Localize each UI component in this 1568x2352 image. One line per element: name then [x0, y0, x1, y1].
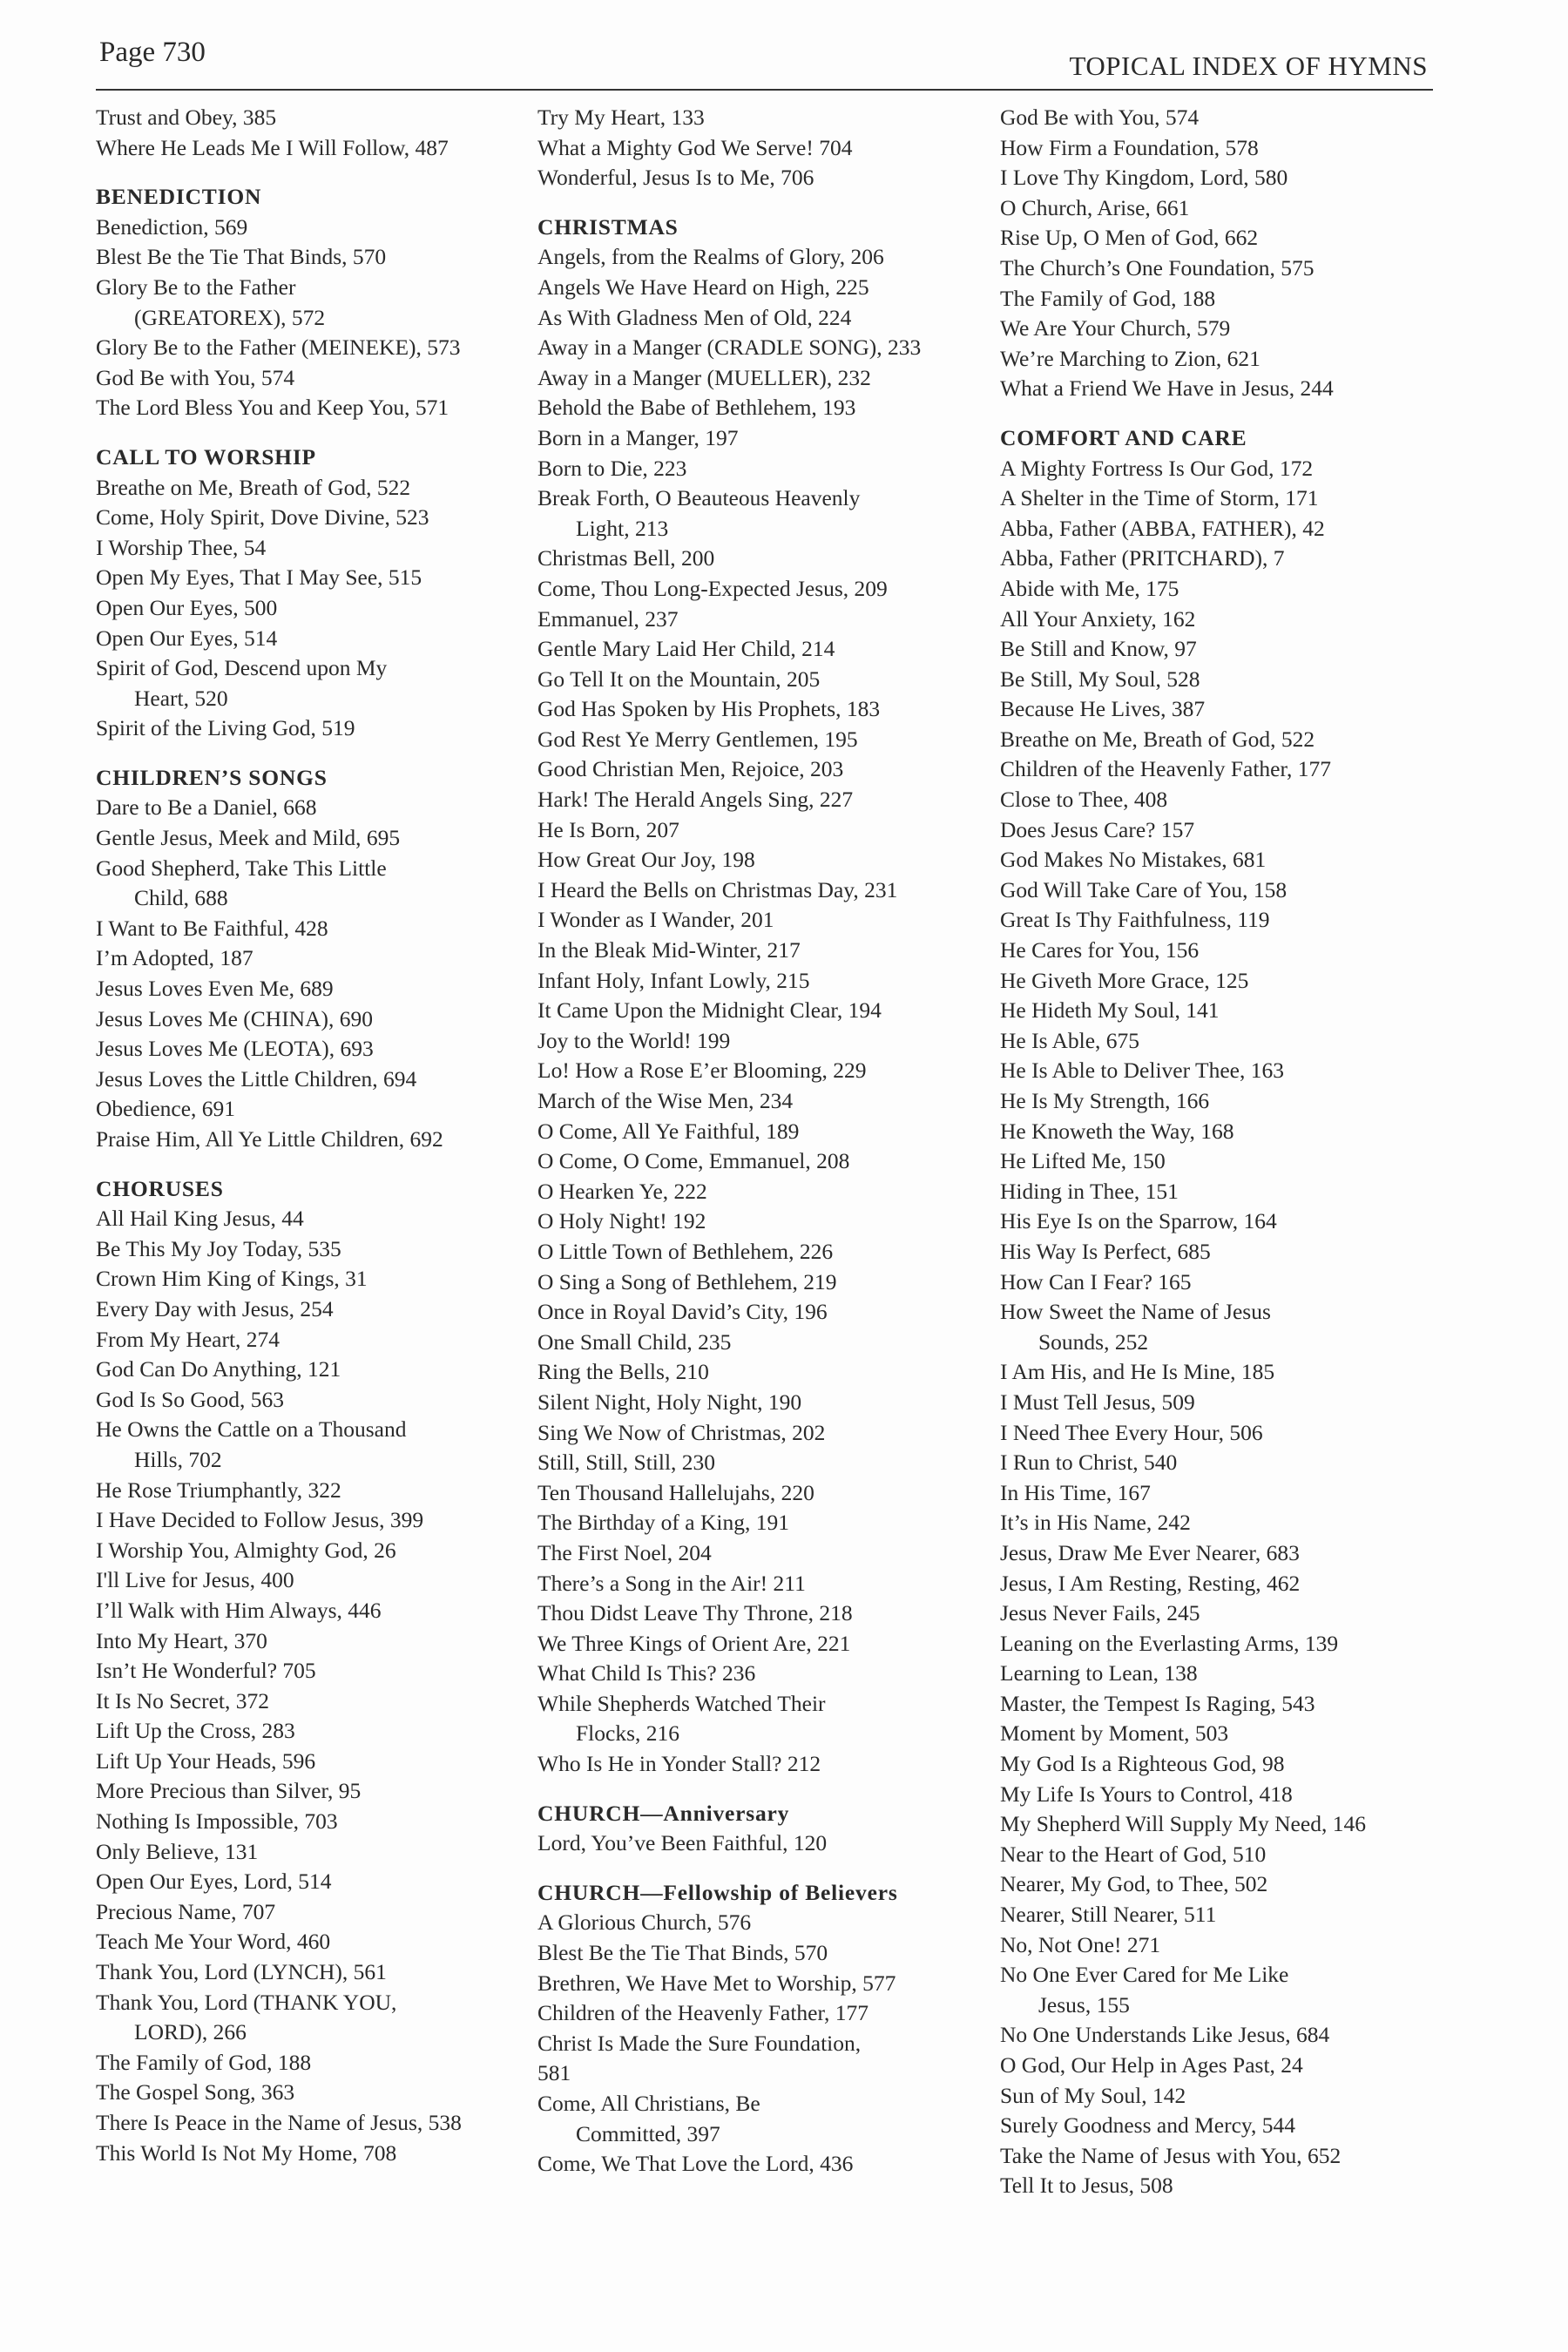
index-entry: Joy to the World! 199	[537, 1027, 731, 1053]
index-entry: Open Our Eyes, 514	[96, 625, 278, 651]
index-entry: My God Is a Righteous God, 98	[1000, 1751, 1285, 1777]
index-entry-continuation: Hills, 702	[134, 1446, 222, 1472]
index-entry: Once in Royal David’s City, 196	[537, 1299, 828, 1325]
index-entry-continuation: Light, 213	[576, 515, 669, 541]
index-entry: God Be with You, 574	[1000, 105, 1200, 130]
index-entry: I Heard the Bells on Christmas Day, 231	[537, 876, 898, 902]
index-entry: The Gospel Song, 363	[96, 2079, 295, 2105]
index-entry: Gentle Mary Laid Her Child, 214	[537, 636, 835, 662]
index-entry: Open Our Eyes, 500	[96, 594, 278, 620]
index-entry: Where He Leads Me I Will Follow, 487	[96, 134, 449, 160]
index-entry: We Three Kings of Orient Are, 221	[537, 1630, 851, 1656]
index-entry: He Rose Triumphantly, 322	[96, 1477, 341, 1503]
index-entry: Glory Be to the Father	[96, 274, 296, 300]
index-entry: It Is No Secret, 372	[96, 1687, 269, 1713]
index-entry: I Have Decided to Follow Jesus, 399	[96, 1507, 424, 1533]
index-entry: More Precious than Silver, 95	[96, 1778, 362, 1804]
index-entry: Trust and Obey, 385	[96, 105, 277, 130]
section-heading: COMFORT AND CARE	[1000, 424, 1247, 450]
index-entry: The Birthday of a King, 191	[537, 1510, 789, 1536]
index-entry: Be This My Joy Today, 535	[96, 1235, 341, 1261]
index-entry: Lo! How a Rose E’er Blooming, 229	[537, 1058, 867, 1084]
index-entry: A Shelter in the Time of Storm, 171	[1000, 485, 1319, 511]
index-entry: Go Tell It on the Mountain, 205	[537, 666, 821, 692]
index-entry: Precious Name, 707	[96, 1898, 276, 1924]
index-entry: Tell It to Jesus, 508	[1000, 2173, 1173, 2199]
index-entry: Because He Lives, 387	[1000, 696, 1206, 722]
index-entry: What Child Is This? 236	[537, 1660, 756, 1686]
index-entry: Into My Heart, 370	[96, 1627, 267, 1653]
index-entry: My Shepherd Will Supply My Need, 146	[1000, 1811, 1366, 1837]
index-entry: God Has Spoken by His Prophets, 183	[537, 696, 881, 722]
index-entry: All Your Anxiety, 162	[1000, 605, 1196, 632]
index-entry: How Firm a Foundation, 578	[1000, 134, 1259, 160]
section-heading: CHRISTMAS	[537, 213, 679, 240]
index-entry: God Can Do Anything, 121	[96, 1356, 341, 1382]
index-entry: Nothing Is Impossible, 703	[96, 1808, 338, 1835]
index-entry: Jesus, I Am Resting, Resting, 462	[1000, 1570, 1301, 1596]
index-entry: Sun of My Soul, 142	[1000, 2082, 1186, 2108]
index-entry: Spirit of God, Descend upon My	[96, 655, 388, 681]
index-entry: Praise Him, All Ye Little Children, 692	[96, 1126, 443, 1152]
index-entry: No, Not One! 271	[1000, 1931, 1161, 1957]
index-entry: O Church, Arise, 661	[1000, 194, 1190, 220]
index-entry: Lift Up the Cross, 283	[96, 1718, 295, 1744]
index-entry: Open My Eyes, That I May See, 515	[96, 564, 422, 591]
index-entry: Benediction, 569	[96, 213, 248, 240]
index-entry: Hiding in Thee, 151	[1000, 1178, 1179, 1204]
index-entry: From My Heart, 274	[96, 1326, 280, 1352]
index-entry: O Hearken Ye, 222	[537, 1178, 707, 1204]
index-entry: He Is Able to Deliver Thee, 163	[1000, 1058, 1284, 1084]
index-section	[96, 763, 540, 1155]
index-section	[1000, 103, 1444, 404]
index-entry: Born to Die, 223	[537, 455, 687, 481]
index-entry: We Are Your Church, 579	[1000, 315, 1231, 341]
index-entry-continuation: Child, 688	[134, 885, 228, 911]
section-heading: CALL TO WORSHIP	[96, 443, 316, 470]
index-entry: The Family of God, 188	[96, 2049, 312, 2075]
index-entry: Come, All Christians, Be	[537, 2091, 760, 2116]
index-entry: He Lifted Me, 150	[1000, 1148, 1166, 1174]
index-entry: Wonderful, Jesus Is to Me, 706	[537, 165, 814, 191]
index-entry: What a Friend We Have in Jesus, 244	[1000, 375, 1334, 402]
index-entry: March of the Wise Men, 234	[537, 1088, 794, 1113]
index-entry: How Sweet the Name of Jesus	[1000, 1299, 1271, 1325]
index-entry: Near to the Heart of God, 510	[1000, 1841, 1267, 1867]
index-section	[537, 1878, 982, 2180]
index-entry: Thank You, Lord (THANK YOU,	[96, 1989, 397, 2015]
running-title: TOPICAL INDEX OF HYMNS	[1069, 51, 1428, 81]
index-entry: Children of the Heavenly Father, 177	[1000, 756, 1331, 782]
index-section	[537, 213, 982, 1780]
index-entry: Lord, You’ve Been Faithful, 120	[537, 1830, 828, 1856]
index-entry: In His Time, 167	[1000, 1479, 1151, 1505]
index-entry: My Life Is Yours to Control, 418	[1000, 1781, 1293, 1807]
index-entry: I Worship You, Almighty God, 26	[96, 1537, 396, 1563]
index-entry: The Family of God, 188	[1000, 285, 1216, 311]
index-entry: Isn’t He Wonderful? 705	[96, 1658, 316, 1684]
section-heading: CHORUSES	[96, 1175, 224, 1201]
index-entry: How Great Our Joy, 198	[537, 847, 755, 873]
index-entry: How Can I Fear? 165	[1000, 1268, 1192, 1294]
index-entry: Good Shepherd, Take This Little	[96, 855, 387, 881]
index-entry-continuation: LORD), 266	[134, 2019, 247, 2045]
index-entry: He Is My Strength, 166	[1000, 1088, 1210, 1113]
index-entry: All Hail King Jesus, 44	[96, 1206, 304, 1232]
index-section	[537, 1799, 982, 1859]
index-entry: Jesus Loves Even Me, 689	[96, 976, 334, 1002]
index-entry: He Is Able, 675	[1000, 1027, 1140, 1053]
index-entry: I Must Tell Jesus, 509	[1000, 1389, 1195, 1415]
index-entry: This World Is Not My Home, 708	[96, 2139, 397, 2166]
index-entry: Only Believe, 131	[96, 1838, 259, 1864]
index-entry: Angels We Have Heard on High, 225	[537, 274, 869, 300]
index-entry: Blest Be the Tie That Binds, 570	[537, 1940, 828, 1966]
index-entry: Good Christian Men, Rejoice, 203	[537, 756, 844, 782]
index-entry: It Came Upon the Midnight Clear, 194	[537, 997, 882, 1024]
index-entry: Infant Holy, Infant Lowly, 215	[537, 967, 810, 993]
index-section	[1000, 423, 1444, 2201]
index-entry-continuation: Jesus, 155	[1038, 1991, 1130, 2017]
index-entry: 581	[537, 2060, 571, 2086]
index-column-2	[537, 103, 982, 2180]
index-entry: Away in a Manger (MUELLER), 232	[537, 364, 871, 390]
index-entry: The First Noel, 204	[537, 1539, 712, 1565]
index-entry: I’m Adopted, 187	[96, 945, 253, 971]
index-entry: Obedience, 691	[96, 1096, 236, 1122]
index-entry: Break Forth, O Beauteous Heavenly	[537, 485, 861, 511]
index-entry: God Be with You, 574	[96, 364, 295, 390]
index-entry: It’s in His Name, 242	[1000, 1510, 1191, 1536]
index-entry: I Run to Christ, 540	[1000, 1450, 1178, 1476]
index-entry: Try My Heart, 133	[537, 105, 705, 130]
index-entry: He Owns the Cattle on a Thousand	[96, 1416, 407, 1443]
index-entry: There’s a Song in the Air! 211	[537, 1570, 806, 1596]
index-entry: Every Day with Jesus, 254	[96, 1295, 334, 1321]
index-entry: Does Jesus Care? 157	[1000, 816, 1195, 842]
index-entry: I Love Thy Kingdom, Lord, 580	[1000, 165, 1288, 191]
index-entry: Thou Didst Leave Thy Throne, 218	[537, 1600, 853, 1626]
index-entry: O Holy Night! 192	[537, 1208, 706, 1234]
index-entry: O God, Our Help in Ages Past, 24	[1000, 2052, 1303, 2078]
index-entry: Ring the Bells, 210	[537, 1359, 709, 1385]
index-entry: Christmas Bell, 200	[537, 545, 715, 571]
index-entry: God Will Take Care of You, 158	[1000, 876, 1288, 902]
index-entry: We’re Marching to Zion, 621	[1000, 345, 1260, 371]
index-entry: Jesus Loves Me (LEOTA), 693	[96, 1036, 374, 1062]
index-entry: Jesus, Draw Me Ever Nearer, 683	[1000, 1539, 1300, 1565]
index-entry: A Mighty Fortress Is Our God, 172	[1000, 455, 1314, 481]
index-section	[96, 103, 540, 163]
index-entry: While Shepherds Watched Their	[537, 1690, 826, 1716]
index-entry: What a Mighty God We Serve! 704	[537, 134, 853, 160]
section-heading: CHURCH—Anniversary	[537, 1800, 790, 1826]
index-entry: Spirit of the Living God, 519	[96, 715, 355, 741]
index-entry: I Want to Be Faithful, 428	[96, 915, 328, 941]
index-entry: Who Is He in Yonder Stall? 212	[537, 1751, 821, 1777]
index-entry: Silent Night, Holy Night, 190	[537, 1389, 802, 1415]
index-entry: Gentle Jesus, Meek and Mild, 695	[96, 825, 401, 851]
index-entry: O Come, All Ye Faithful, 189	[537, 1118, 800, 1144]
index-entry: He Cares for You, 156	[1000, 937, 1200, 963]
index-entry: He Knoweth the Way, 168	[1000, 1118, 1234, 1144]
index-entry: He Is Born, 207	[537, 816, 679, 842]
index-entry: Come, We That Love the Lord, 436	[537, 2151, 854, 2177]
index-entry: Take the Name of Jesus with You, 652	[1000, 2142, 1342, 2168]
index-entry: Crown Him King of Kings, 31	[96, 1266, 368, 1292]
index-entry: The Church’s One Foundation, 575	[1000, 254, 1315, 280]
index-entry: Learning to Lean, 138	[1000, 1660, 1198, 1686]
index-entry-continuation: Heart, 520	[134, 685, 228, 711]
index-entry: God Rest Ye Merry Gentlemen, 195	[537, 726, 858, 752]
index-entry: I Am His, and He Is Mine, 185	[1000, 1359, 1275, 1385]
index-entry: O Sing a Song of Bethlehem, 219	[537, 1268, 837, 1294]
index-entry: Christ Is Made the Sure Foundation,	[537, 2030, 862, 2056]
index-entry: Surely Goodness and Mercy, 544	[1000, 2112, 1295, 2139]
index-entry: His Way Is Perfect, 685	[1000, 1238, 1211, 1264]
index-entry: Rise Up, O Men of God, 662	[1000, 225, 1259, 251]
index-entry: No One Understands Like Jesus, 684	[1000, 2022, 1330, 2048]
index-entry: I Need Thee Every Hour, 506	[1000, 1419, 1263, 1445]
index-entry: As With Gladness Men of Old, 224	[537, 304, 852, 330]
index-entry: Children of the Heavenly Father, 177	[537, 2000, 868, 2026]
index-entry: Master, the Tempest Is Raging, 543	[1000, 1690, 1315, 1716]
index-entry: Be Still and Know, 97	[1000, 636, 1197, 662]
page-header	[96, 33, 1433, 91]
index-entry: One Small Child, 235	[537, 1328, 732, 1355]
index-section	[96, 1174, 540, 2169]
page-number: Page 730	[99, 37, 206, 68]
index-entry: I’ll Walk with Him Always, 446	[96, 1597, 382, 1623]
index-entry: Away in a Manger (CRADLE SONG), 233	[537, 335, 922, 361]
index-entry: Jesus Never Fails, 245	[1000, 1600, 1200, 1626]
index-entry: I Wonder as I Wander, 201	[537, 907, 774, 933]
index-entry: Jesus Loves Me (CHINA), 690	[96, 1005, 374, 1031]
index-column-3	[1000, 103, 1444, 2201]
index-entry: Emmanuel, 237	[537, 605, 679, 632]
index-entry: Born in a Manger, 197	[537, 424, 739, 450]
index-entry: God Makes No Mistakes, 681	[1000, 847, 1267, 873]
index-entry-continuation: Committed, 397	[576, 2120, 720, 2146]
index-entry: I Worship Thee, 54	[96, 534, 267, 560]
index-entry: Ten Thousand Hallelujahs, 220	[537, 1479, 814, 1505]
index-entry: Breathe on Me, Breath of God, 522	[96, 474, 411, 500]
index-entry: Hark! The Herald Angels Sing, 227	[537, 787, 854, 813]
index-entry: I'll Live for Jesus, 400	[96, 1567, 294, 1593]
index-entry: Come, Thou Long-Expected Jesus, 209	[537, 575, 888, 601]
index-entry: Leaning on the Everlasting Arms, 139	[1000, 1630, 1339, 1656]
index-entry: Come, Holy Spirit, Dove Divine, 523	[96, 504, 429, 531]
index-entry: Abba, Father (PRITCHARD), 7	[1000, 545, 1285, 571]
index-entry: There Is Peace in the Name of Jesus, 538	[96, 2110, 462, 2135]
index-entry: Moment by Moment, 503	[1000, 1720, 1229, 1747]
index-entry: No One Ever Cared for Me Like	[1000, 1962, 1289, 1988]
index-entry: Blest Be the Tie That Binds, 570	[96, 244, 387, 270]
index-entry: Breathe on Me, Breath of God, 522	[1000, 726, 1315, 752]
index-column-1	[96, 103, 540, 2168]
index-entry: Close to Thee, 408	[1000, 787, 1168, 813]
index-entry: Brethren, We Have Met to Worship, 577	[537, 1970, 896, 1996]
section-heading: CHURCH—Fellowship of Believers	[537, 1879, 898, 1905]
index-entry: He Giveth More Grace, 125	[1000, 967, 1249, 993]
index-entry: Jesus Loves the Little Children, 694	[96, 1065, 417, 1092]
index-entry: O Come, O Come, Emmanuel, 208	[537, 1148, 850, 1174]
index-entry: Lift Up Your Heads, 596	[96, 1747, 316, 1774]
index-entry: Open Our Eyes, Lord, 514	[96, 1869, 332, 1895]
index-entry: His Eye Is on the Sparrow, 164	[1000, 1208, 1277, 1234]
index-entry: Dare to Be a Daniel, 668	[96, 794, 317, 821]
index-entry: Sing We Now of Christmas, 202	[537, 1419, 826, 1445]
index-section	[96, 443, 540, 744]
index-entry: Thank You, Lord (LYNCH), 561	[96, 1959, 387, 1985]
index-entry: Be Still, My Soul, 528	[1000, 666, 1200, 692]
index-entry: Nearer, Still Nearer, 511	[1000, 1902, 1217, 1928]
index-entry: He Hideth My Soul, 141	[1000, 997, 1220, 1024]
index-entry: Still, Still, Still, 230	[537, 1450, 716, 1476]
index-entry: The Lord Bless You and Keep You, 571	[96, 395, 449, 421]
index-entry: Glory Be to the Father (MEINEKE), 573	[96, 335, 461, 361]
index-entry: Nearer, My God, to Thee, 502	[1000, 1871, 1268, 1897]
index-entry-continuation: (GREATOREX), 572	[134, 304, 326, 330]
index-entry: Great Is Thy Faithfulness, 119	[1000, 907, 1270, 933]
index-entry: Angels, from the Realms of Glory, 206	[537, 244, 884, 270]
index-entry: O Little Town of Bethlehem, 226	[537, 1238, 834, 1264]
index-entry: A Glorious Church, 576	[537, 1909, 752, 1936]
index-entry: Behold the Babe of Bethlehem, 193	[537, 395, 856, 421]
index-entry: Teach Me Your Word, 460	[96, 1929, 331, 1955]
index-entry-continuation: Flocks, 216	[576, 1720, 680, 1747]
section-heading: CHILDREN’S SONGS	[96, 764, 328, 790]
index-entry-continuation: Sounds, 252	[1038, 1328, 1149, 1355]
index-section	[537, 103, 982, 193]
index-entry: God Is So Good, 563	[96, 1386, 285, 1412]
index-section	[96, 182, 540, 423]
index-entry: In the Bleak Mid-Winter, 217	[537, 937, 801, 963]
index-entry: Abide with Me, 175	[1000, 575, 1179, 601]
index-entry: Abba, Father (ABBA, FATHER), 42	[1000, 515, 1325, 541]
section-heading: BENEDICTION	[96, 184, 262, 210]
